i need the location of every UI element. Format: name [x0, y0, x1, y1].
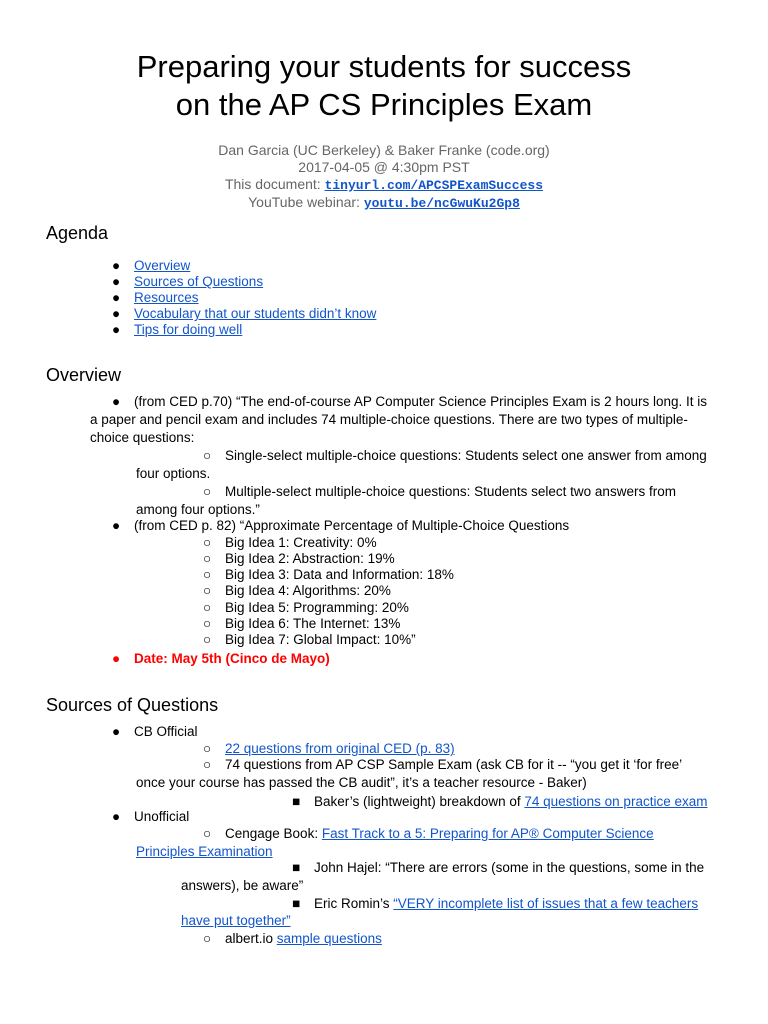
agenda-item: ● Sources of Questions: [112, 274, 264, 289]
cengage-book-link[interactable]: Fast Track to a 5: Preparing for AP® Computer Science: [321, 826, 654, 841]
sources-sub-item: ○ albert.io sample questions: [203, 931, 382, 946]
document-meta: [0, 142, 768, 212]
practice-exam-link[interactable]: 74 questions on practice exam: [524, 794, 708, 809]
overview-sub-item-cont: four options.: [136, 466, 211, 481]
sources-sub-item: ○ Cengage Book: Fast Track to a 5: Preparing for AP® Computer Science: [203, 826, 654, 841]
overview-sub-item-cont: among four options.”: [136, 502, 260, 517]
overview-sub-item: ○ Single-select multiple-choice questions: Students select one answer from among: [203, 448, 707, 463]
sources-sub-item-cont: once your course has passed the CB audit”, it’s a teacher resource - Baker): [136, 775, 587, 790]
sources-sub-sub-item: ■ Baker’s (lightweight) breakdown of 74 questions on practice exam: [292, 794, 708, 809]
doc-link-row: [0, 176, 768, 194]
sources-sub-item: ○ 74 questions from AP CSP Sample Exam (ask CB for it -- “you get it ‘for free’: [203, 757, 683, 772]
agenda-item: ● Vocabulary that our students didn’t know: [112, 306, 377, 321]
agenda-item: ● Overview: [112, 258, 191, 273]
ced-questions-link[interactable]: 22 questions from original CED (p. 83): [225, 741, 455, 756]
sources-sub-sub-item-cont: answers), be aware”: [181, 878, 304, 893]
agenda-link-vocabulary[interactable]: Vocabulary that our students didn’t know: [134, 306, 377, 321]
albert-sample-link[interactable]: sample questions: [276, 931, 382, 946]
agenda-heading: Agenda: [46, 223, 109, 243]
agenda-item: ● Tips for doing well: [112, 322, 243, 337]
big-idea-item: ○ Big Idea 2: Abstraction: 19%: [203, 551, 395, 566]
doc-label: This document:: [224, 176, 325, 192]
authors: Dan Garcia (UC Berkeley) & Baker Franke (code.org): [218, 142, 550, 158]
sources-item-unofficial: ● Unofficial: [112, 809, 190, 824]
overview-para-2: ● (from CED p. 82) “Approximate Percentage of Multiple-Choice Questions: [112, 518, 570, 533]
sources-item-cb-official: ● CB Official: [112, 724, 198, 739]
date-time: 2017-04-05 @ 4:30pm PST: [298, 159, 470, 175]
overview-sub-item: ○ Multiple-select multiple-choice questions: Students select two answers from: [203, 484, 676, 499]
agenda-link-tips[interactable]: Tips for doing well: [134, 322, 243, 337]
overview-para-1-cont: choice questions:: [90, 430, 195, 445]
sources-sub-sub-item: ■ John Hajel: “There are errors (some in the questions, some in the: [292, 860, 705, 875]
big-idea-item: ○ Big Idea 6: The Internet: 13%: [203, 616, 401, 631]
agenda-link-resources[interactable]: Resources: [134, 290, 199, 305]
youtube-link-row: [0, 194, 768, 212]
cengage-book-link-cont[interactable]: Principles Examination: [136, 844, 273, 859]
overview-para-1-cont: a paper and pencil exam and includes 74 multiple-choice questions. There are two types of multiple-: [90, 412, 688, 427]
sources-heading: Sources of Questions: [46, 695, 219, 715]
youtube-link[interactable]: youtu.be/ncGwuKu2Gp8: [363, 196, 520, 211]
title-line-2: on the AP CS Principles Exam: [175, 87, 593, 122]
big-idea-item: ○ Big Idea 1: Creativity: 0%: [203, 535, 377, 550]
youtube-label: YouTube webinar:: [248, 194, 364, 210]
big-idea-item: ○ Big Idea 5: Programming: 20%: [203, 600, 409, 615]
big-idea-item: ○ Big Idea 7: Global Impact: 10%”: [203, 632, 416, 647]
exam-date: ● Date: May 5th (Cinco de Mayo): [112, 651, 330, 666]
big-idea-item: ○ Big Idea 4: Algorithms: 20%: [203, 583, 391, 598]
title-line-1: Preparing your students for success: [136, 49, 632, 84]
agenda-link-sources[interactable]: Sources of Questions: [134, 274, 264, 289]
doc-link[interactable]: tinyurl.com/APCSPExamSuccess: [324, 178, 544, 193]
big-idea-item: ○ Big Idea 3: Data and Information: 18%: [203, 567, 454, 582]
sources-sub-sub-item: ■ Eric Romin’s “VERY incomplete list of issues that a few teachers: [292, 896, 699, 911]
romin-issues-link-cont[interactable]: have put together”: [181, 913, 291, 928]
overview-heading: Overview: [46, 365, 122, 385]
overview-para-1: ● (from CED p.70) “The end-of-course AP Computer Science Principles Exam is 2 hours long. It is: [112, 394, 707, 409]
agenda-link-overview[interactable]: Overview: [134, 258, 191, 273]
agenda-item: ● Resources: [112, 290, 199, 305]
romin-issues-link[interactable]: “VERY incomplete list of issues that a few teachers: [393, 896, 699, 911]
document-title: [0, 48, 768, 124]
sources-sub-item: ○ 22 questions from original CED (p. 83): [203, 741, 455, 756]
